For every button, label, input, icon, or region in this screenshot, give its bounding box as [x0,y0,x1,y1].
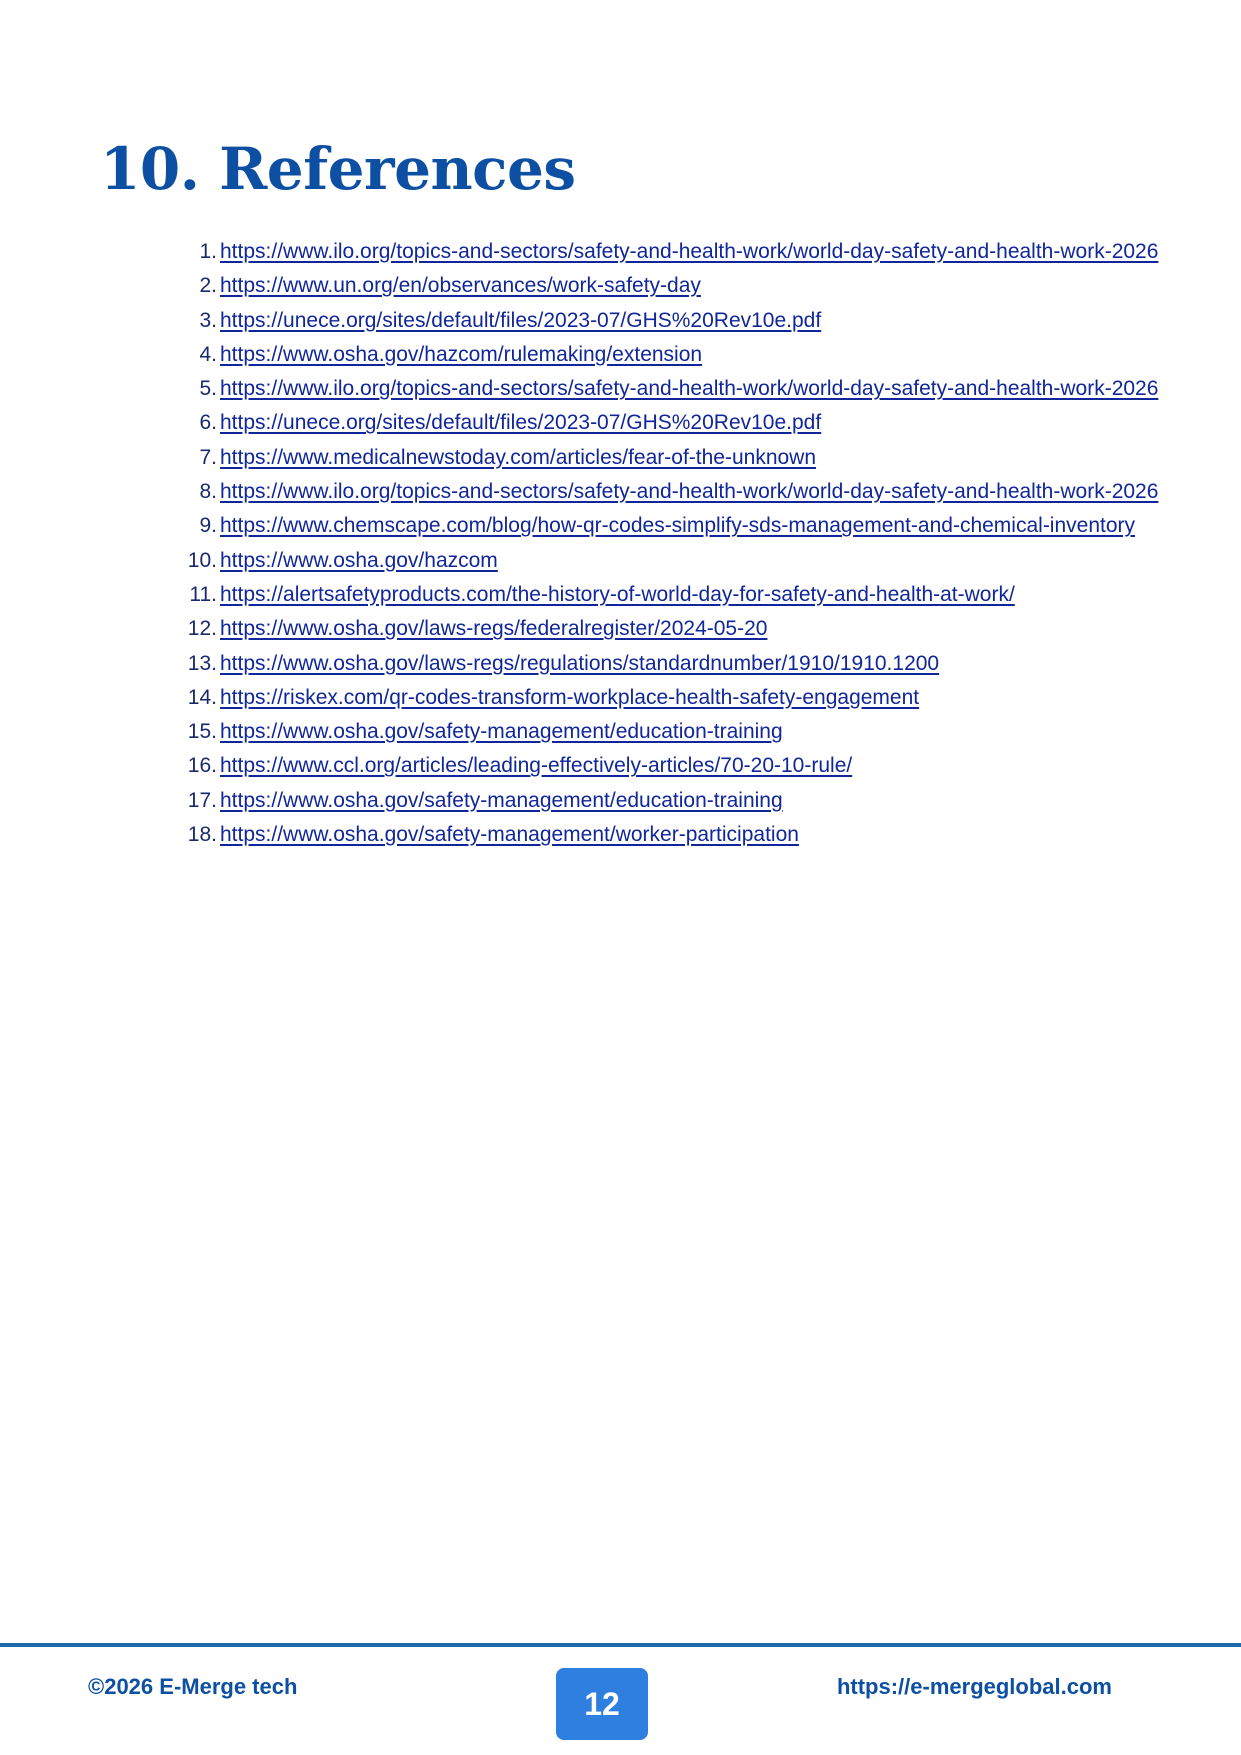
reference-number: 9. [199,514,217,538]
reference-link[interactable]: https://www.osha.gov/hazcom [220,548,498,572]
reference-number: 7. [199,445,217,469]
reference-link[interactable]: https://www.osha.gov/laws-regs/regulations/standardnumber/1910/1910.1200 [220,651,940,675]
reference-number: 11. [189,582,217,606]
reference-number: 13. [187,651,217,675]
reference-item [160,475,1160,509]
reference-link[interactable]: https://www.chemscape.com/blog/how-qr-codes-simplify-sds-management-and-chemical-inventory [220,514,1136,538]
reference-link[interactable]: https://www.ccl.org/articles/leading-effectively-articles/70-20-10-rule/ [220,754,853,778]
reference-number: 16. [187,754,217,778]
reference-item [160,818,1160,852]
reference-item [160,578,1160,612]
page-number-badge: 12 [556,1668,648,1740]
footer-copyright: ©2026 E-Merge tech [88,1674,298,1699]
reference-item [160,406,1160,440]
reference-link[interactable]: https://www.osha.gov/hazcom/rulemaking/extension [220,342,703,366]
reference-number: 12. [187,617,217,641]
reference-number: 8. [199,480,217,504]
page-title: 10. References [100,135,576,203]
reference-item [160,509,1160,543]
reference-link[interactable]: https://www.osha.gov/laws-regs/federalregister/2024-05-20 [220,617,768,641]
reference-number: 2. [199,274,217,298]
reference-link[interactable]: https://alertsafetyproducts.com/the-history-of-world-day-for-safety-and-health-at-work/ [220,582,1015,606]
reference-number: 5. [199,377,217,401]
reference-item [160,235,1160,269]
reference-item [160,544,1160,578]
reference-number: 14. [187,685,217,709]
reference-link[interactable]: https://www.osha.gov/safety-management/worker-participation [220,823,799,847]
reference-number: 18. [187,823,217,847]
reference-link[interactable]: https://www.osha.gov/safety-management/education-training [220,720,783,744]
reference-link[interactable]: https://unece.org/sites/default/files/2023-07/GHS%20Rev10e.pdf [220,411,822,435]
reference-number: 17. [187,788,217,812]
reference-item [160,441,1160,475]
reference-item [160,749,1160,783]
reference-number: 6. [199,411,217,435]
reference-item [160,338,1160,372]
footer-divider [0,1643,1241,1647]
reference-item [160,715,1160,749]
reference-link[interactable]: https://www.osha.gov/safety-management/education-training [220,788,783,812]
reference-item [160,681,1160,715]
reference-link[interactable]: https://www.ilo.org/topics-and-sectors/safety-and-health-work/world-day-safety-and-health-work-2026 [220,240,1159,263]
reference-number: 15. [187,720,217,744]
reference-link[interactable]: https://unece.org/sites/default/files/2023-07/GHS%20Rev10e.pdf [220,308,822,332]
footer-website-link[interactable]: https://e-mergeglobal.com [836,1674,1112,1699]
reference-item [160,269,1160,303]
reference-number: 4. [199,342,217,366]
reference-link[interactable]: https://www.un.org/en/observances/work-safety-day [220,274,701,298]
reference-link[interactable]: https://www.ilo.org/topics-and-sectors/safety-and-health-work/world-day-safety-and-health-work-2026 [220,377,1159,401]
references-list [160,235,1160,852]
reference-item [160,612,1160,646]
reference-item [160,784,1160,818]
reference-number: 3. [199,308,217,332]
reference-link[interactable]: https://riskex.com/qr-codes-transform-workplace-health-safety-engagement [220,685,920,709]
reference-item [160,647,1160,681]
reference-link[interactable]: https://www.medicalnewstoday.com/articles/fear-of-the-unknown [220,445,817,469]
reference-number: 10. [187,548,217,572]
reference-link[interactable]: https://www.ilo.org/topics-and-sectors/safety-and-health-work/world-day-safety-and-health-work-2026 [220,480,1159,504]
reference-number: 1. [199,240,217,263]
reference-item [160,372,1160,406]
reference-item [160,304,1160,338]
